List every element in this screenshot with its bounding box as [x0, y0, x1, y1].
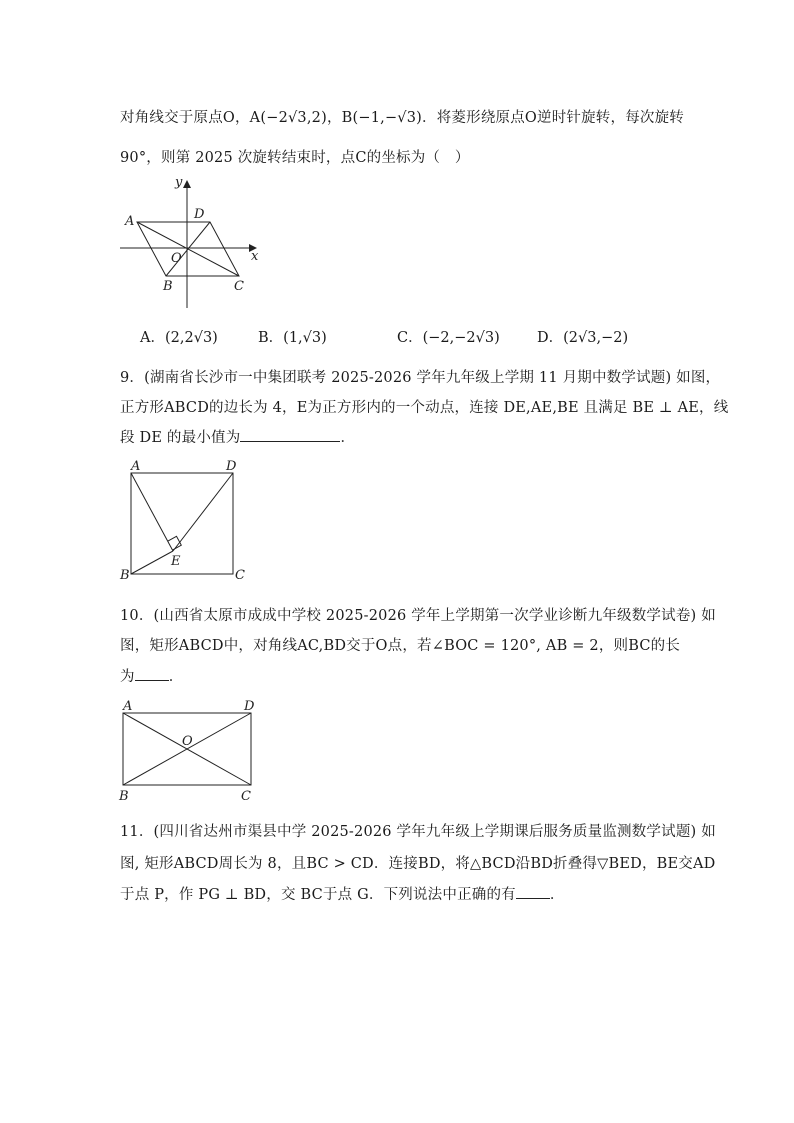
- q10-answer-blank[interactable]: [135, 666, 169, 681]
- y-axis-arrow-icon: [183, 180, 191, 188]
- label-d: D: [194, 207, 205, 222]
- label-d: D: [244, 699, 255, 714]
- label-y: y: [175, 175, 183, 190]
- q10-line-3-prefix: 为: [120, 669, 135, 685]
- option-d[interactable]: [537, 326, 628, 347]
- segment-ae: [131, 473, 173, 551]
- q10-text-line-2: 图，矩形ABCD中，对角线AC,BD交于O点，若∠BOC = 120°, AB = 2，则BC的长: [120, 638, 681, 654]
- option-c[interactable]: [397, 326, 500, 347]
- label-x: x: [251, 249, 259, 264]
- option-b-letter: B．: [258, 330, 284, 346]
- label-c: C: [241, 789, 251, 804]
- square-abcd: [131, 473, 233, 574]
- q9-square-figure: [115, 455, 255, 585]
- q10-text-line-1: 10．(山西省太原市成成中学校 2025-2026 学年上学期第一次学业诊断九年级数学试卷) 如: [120, 608, 716, 624]
- label-a: A: [125, 214, 135, 229]
- q11-text-line-3: [120, 883, 565, 904]
- option-b-value: (1,√3): [283, 330, 327, 346]
- option-c-letter: C．: [397, 330, 423, 346]
- q11-line-3-prefix: 于点 P，作 PG ⊥ BD，交 BC于点 G．下列说法中正确的有: [120, 887, 516, 903]
- q9-answer-blank[interactable]: [240, 427, 340, 442]
- label-o: O: [182, 734, 193, 749]
- q11-line-3-suffix: ．: [549, 887, 565, 903]
- label-b: B: [120, 568, 130, 583]
- q9-line-3-prefix: 段 DE 的最小值为: [120, 430, 241, 446]
- label-a: A: [131, 459, 141, 474]
- q10-rectangle-figure: [115, 695, 265, 805]
- label-a: A: [123, 699, 133, 714]
- label-e: E: [171, 554, 181, 569]
- q11-text-line-1: 11．(四川省达州市渠县中学 2025-2026 学年九年级上学期课后服务质量监测数学试题) 如: [120, 824, 716, 840]
- segment-de: [173, 473, 233, 551]
- q11-answer-blank[interactable]: [516, 884, 550, 899]
- q10-line-3-suffix: ．: [168, 669, 184, 685]
- diagonal-bd: [166, 222, 210, 276]
- q9-text-line-1: 9．(湖南省长沙市一中集团联考 2025-2026 学年九年级上学期 11 月期中数学试题) 如图，: [120, 370, 721, 386]
- option-a[interactable]: [140, 326, 218, 347]
- label-b: B: [163, 279, 173, 294]
- option-d-value: (2√3,−2): [563, 330, 629, 346]
- label-b: B: [119, 789, 129, 804]
- label-c: C: [235, 568, 245, 583]
- segment-be: [131, 551, 173, 574]
- q8-text-line-1: 对角线交于原点O，A(−2√3,2)，B(−1,−√3)．将菱形绕原点O逆时针旋转，每次旋转: [120, 110, 684, 126]
- q9-text-line-2: 正方形ABCD的边长为 4，E为正方形内的一个动点，连接 DE,AE,BE 且满足 BE ⊥ AE，线: [120, 400, 729, 416]
- option-b[interactable]: [258, 326, 327, 347]
- q8-rhombus-figure: [115, 172, 275, 312]
- q11-text-line-2: 图, 矩形ABCD周长为 8，且BC > CD．连接BD，将△BCD沿BD折叠得▽BED，BE交AD: [120, 856, 716, 872]
- option-a-value: (2,2√3): [164, 330, 218, 346]
- label-c: C: [234, 279, 244, 294]
- option-c-value: (−2,−2√3): [422, 330, 500, 346]
- q9-line-3-suffix: ．: [340, 430, 356, 446]
- q8-text-line-2: 90°，则第 2025 次旋转结束时，点C的坐标为（ ）: [120, 150, 470, 166]
- q10-text-line-3: [120, 665, 183, 686]
- option-d-letter: D．: [537, 330, 564, 346]
- label-d: D: [226, 459, 237, 474]
- q9-text-line-3: [120, 426, 355, 447]
- option-a-letter: A．: [140, 330, 165, 346]
- label-o: O: [171, 251, 182, 266]
